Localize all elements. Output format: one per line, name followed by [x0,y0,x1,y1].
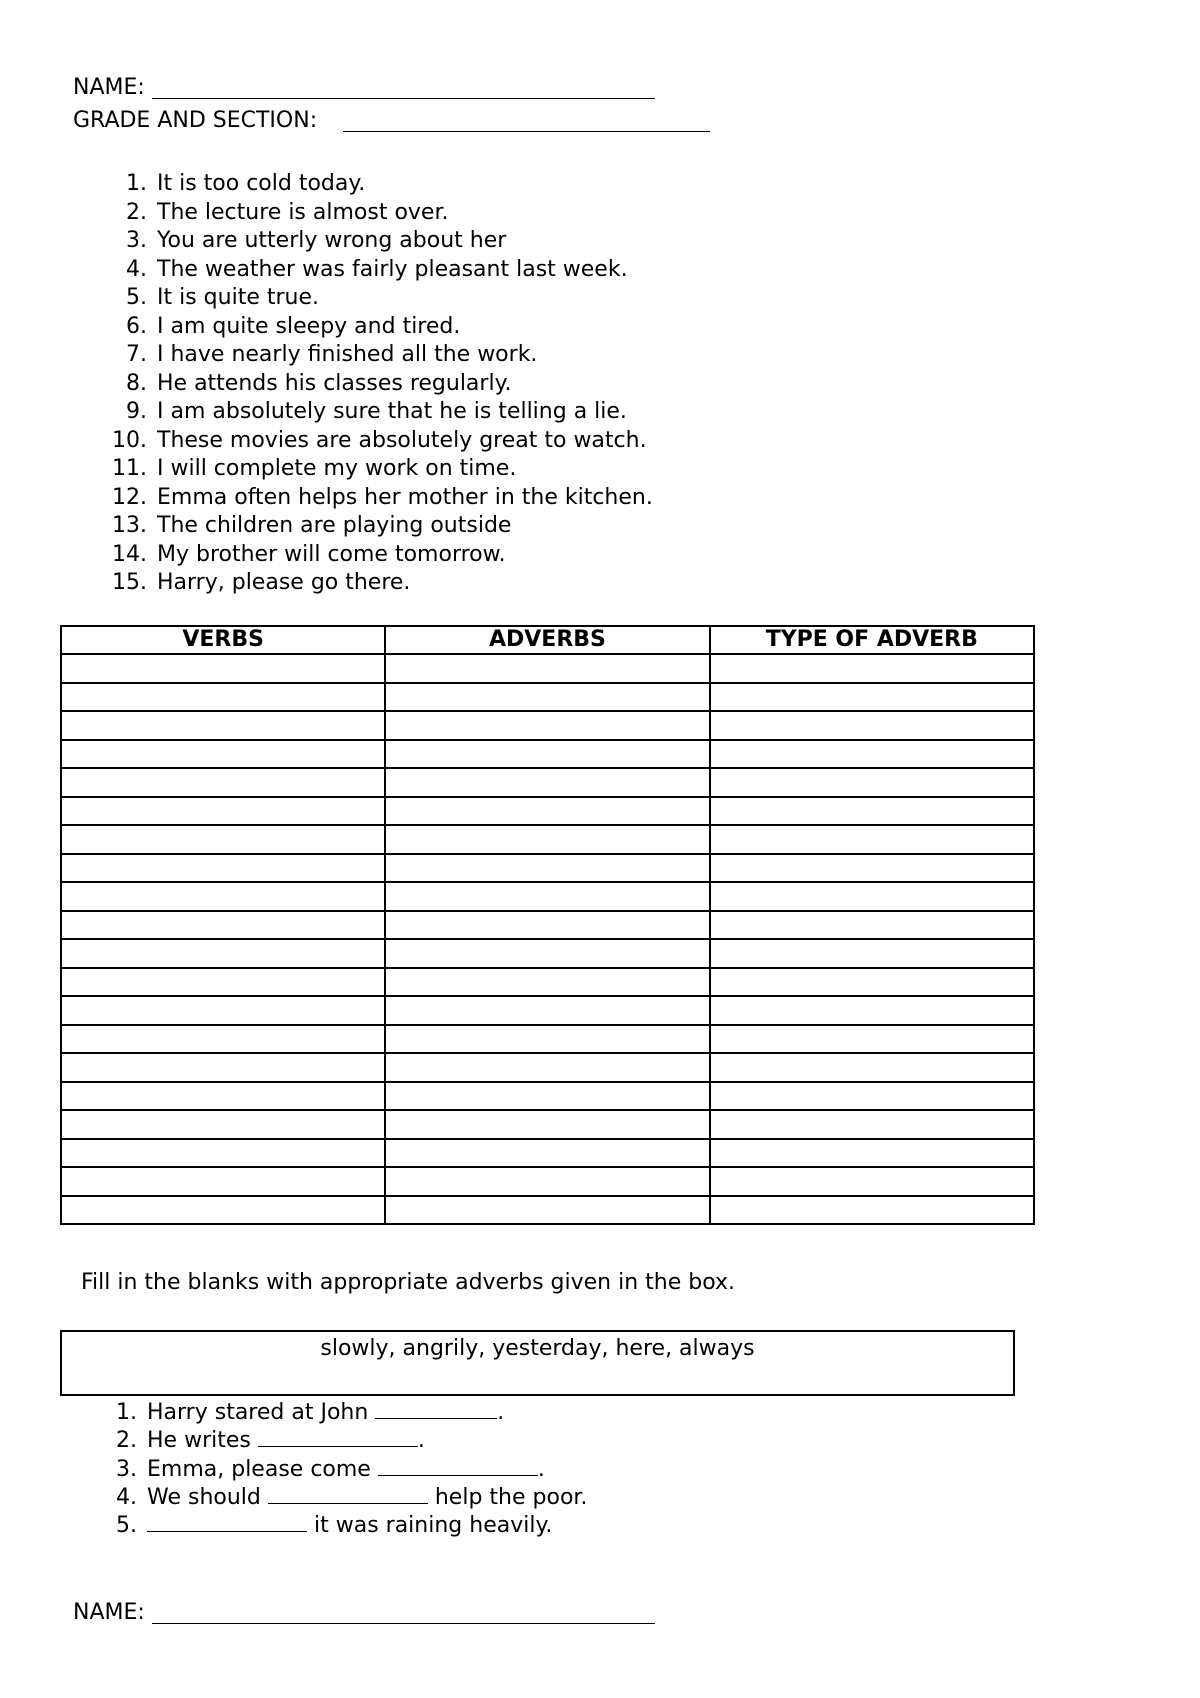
fill-item [110,1456,587,1484]
type-cell[interactable] [710,1082,1034,1111]
item-number: 5. [126,285,147,310]
adverb-cell[interactable] [385,1082,709,1111]
fill-after-text: . [497,1400,505,1425]
item-number: 2. [116,1428,137,1454]
adverb-cell[interactable] [385,1167,709,1196]
verb-cell[interactable] [61,1082,385,1111]
item-number: 2. [126,199,147,225]
sentence-text: You are utterly wrong about her [157,228,507,253]
word-box [60,1330,1015,1396]
item-number: 7. [126,342,147,367]
adverb-cell[interactable] [385,1053,709,1082]
list-item [110,370,653,399]
item-number: 3. [126,228,147,253]
verb-cell[interactable] [61,911,385,940]
sentence-text: He attends his classes regularly. [157,370,512,396]
type-cell[interactable] [710,768,1034,797]
fill-item [110,1512,587,1540]
adverb-cell[interactable] [385,1025,709,1054]
item-number: 4. [126,256,147,282]
table-row [61,911,1034,940]
type-cell[interactable] [710,1139,1034,1168]
verb-cell[interactable] [61,882,385,911]
sentence-text: The weather was fairly pleasant last week. [157,256,628,282]
adverb-cell[interactable] [385,1110,709,1139]
fill-item [110,1399,587,1427]
fill-after-text: it was raining heavily. [307,1513,553,1539]
table-row [61,882,1034,911]
type-cell[interactable] [710,882,1034,911]
grade-section-label: GRADE AND SECTION: [73,108,318,133]
verb-cell[interactable] [61,1025,385,1054]
type-cell[interactable] [710,996,1034,1025]
list-item [110,227,653,256]
adverb-cell[interactable] [385,854,709,883]
table-row [61,996,1034,1025]
table-row [61,1110,1034,1139]
word-box-text: slowly, angrily, yesterday, here, always [320,1336,755,1361]
list-item [110,313,653,342]
sentence-text: It is too cold today. [157,171,366,196]
item-number: 6. [126,313,147,339]
list-item [110,427,653,456]
item-number: 5. [116,1513,137,1539]
sentence-text: I am absolutely sure that he is telling a lie. [157,399,627,424]
type-cell[interactable] [710,911,1034,940]
table-row [61,1053,1034,1082]
adverb-cell[interactable] [385,968,709,997]
list-item [110,398,653,427]
item-number: 3. [116,1456,137,1482]
answer-blank[interactable] [147,1513,307,1532]
sentence-text: These movies are absolutely great to watch. [157,427,647,453]
fill-item [110,1427,587,1455]
sentence-text: I have nearly finished all the work. [157,342,538,367]
fill-before-text: We should [147,1484,268,1510]
item-number: 9. [126,399,147,424]
verb-cell[interactable] [61,1196,385,1225]
sentence-text: It is quite true. [157,285,319,310]
item-number: 1. [116,1400,137,1425]
list-item [110,284,653,313]
verb-cell[interactable] [61,939,385,968]
adverb-cell[interactable] [385,740,709,769]
adverb-cell[interactable] [385,654,709,683]
fill-item [110,1484,587,1512]
verbs-column-header: VERBS [61,626,385,654]
sentence-text: The children are playing outside [157,513,512,538]
type-of-adverb-column-header: TYPE OF ADVERB [710,626,1034,654]
fill-after-text: help the poor. [427,1484,588,1510]
fill-before-text: Harry stared at John [147,1400,376,1425]
fill-sentence [147,1427,425,1455]
answer-table [60,625,1035,1225]
type-cell[interactable] [710,1025,1034,1054]
verb-cell[interactable] [61,711,385,740]
adverb-cell[interactable] [385,996,709,1025]
adverbs-column-header: ADVERBS [385,626,709,654]
item-number: 12. [112,484,147,510]
type-cell[interactable] [710,711,1034,740]
adverb-cell[interactable] [385,939,709,968]
table-row [61,854,1034,883]
fill-after-text: . [417,1428,425,1454]
grade-section-line[interactable] [343,131,710,132]
verb-cell[interactable] [61,1053,385,1082]
adverb-cell[interactable] [385,1196,709,1225]
table-row [61,797,1034,826]
fill-sentence [147,1484,587,1512]
table-row [61,825,1034,854]
fill-before-text: He writes [147,1428,258,1454]
answer-blank[interactable] [378,1457,538,1476]
adverb-cell[interactable] [385,683,709,712]
verb-cell[interactable] [61,968,385,997]
type-cell[interactable] [710,968,1034,997]
footer-name-line[interactable] [152,1623,655,1624]
type-cell[interactable] [710,654,1034,683]
item-number: 8. [126,370,147,396]
fill-sentence [147,1399,504,1427]
sentence-text: My brother will come tomorrow. [157,541,506,567]
type-cell[interactable] [710,1196,1034,1225]
verb-cell[interactable] [61,825,385,854]
table-row [61,654,1034,683]
verb-cell[interactable] [61,797,385,826]
type-cell[interactable] [710,1110,1034,1139]
table-row [61,1167,1034,1196]
type-cell[interactable] [710,939,1034,968]
fill-list [110,1399,587,1540]
table-row [61,1196,1034,1225]
verb-cell[interactable] [61,996,385,1025]
verb-cell[interactable] [61,854,385,883]
name-label: NAME: [73,75,145,100]
verb-cell[interactable] [61,654,385,683]
table-row [61,711,1034,740]
list-item [110,256,653,285]
item-number: 1. [126,171,147,196]
verb-cell[interactable] [61,1110,385,1139]
item-number: 4. [116,1484,137,1510]
table-row [61,968,1034,997]
adverb-cell[interactable] [385,882,709,911]
table-header-row [61,626,1034,654]
list-item [110,541,653,570]
table-row [61,1139,1034,1168]
verb-cell[interactable] [61,1139,385,1168]
table-row [61,1025,1034,1054]
table-row [61,740,1034,769]
table-row [61,683,1034,712]
verb-cell[interactable] [61,768,385,797]
sentence-text: Harry, please go there. [157,570,411,595]
type-cell[interactable] [710,797,1034,826]
type-cell[interactable] [710,825,1034,854]
fill-after-text: . [537,1456,545,1482]
answer-blank[interactable] [268,1485,428,1504]
sentence-text: I will complete my work on time. [157,456,517,481]
item-number: 14. [112,541,147,567]
fill-instruction: Fill in the blanks with appropriate adverbs given in the box. [81,1270,736,1295]
adverb-cell[interactable] [385,825,709,854]
list-item [110,512,653,541]
verb-cell[interactable] [61,740,385,769]
answer-blank[interactable] [258,1428,418,1447]
adverb-cell[interactable] [385,911,709,940]
list-item [110,170,653,199]
table-row [61,768,1034,797]
type-cell[interactable] [710,854,1034,883]
sentence-text: Emma often helps her mother in the kitchen. [157,484,653,510]
fill-sentence [147,1512,552,1540]
list-item [110,569,653,598]
sentence-text: I am quite sleepy and tired. [157,313,461,339]
list-item [110,455,653,484]
fill-sentence [147,1456,545,1484]
fill-before-text: Emma, please come [147,1456,378,1482]
list-item [110,484,653,513]
adverb-cell[interactable] [385,797,709,826]
verb-cell[interactable] [61,1167,385,1196]
list-item [110,341,653,370]
sentence-text: The lecture is almost over. [157,199,449,225]
type-cell[interactable] [710,1053,1034,1082]
item-number: 13. [112,513,147,538]
answer-blank[interactable] [375,1400,497,1419]
sentence-list [110,170,653,598]
table-row [61,1082,1034,1111]
verb-cell[interactable] [61,683,385,712]
item-number: 11. [112,456,147,481]
list-item [110,199,653,228]
item-number: 10. [112,427,147,453]
adverb-cell[interactable] [385,768,709,797]
footer-name-label: NAME: [73,1600,145,1625]
type-cell[interactable] [710,740,1034,769]
type-cell[interactable] [710,1167,1034,1196]
adverb-cell[interactable] [385,1139,709,1168]
table-row [61,939,1034,968]
item-number: 15. [112,570,147,595]
adverb-cell[interactable] [385,711,709,740]
name-line[interactable] [152,98,655,99]
type-cell[interactable] [710,683,1034,712]
